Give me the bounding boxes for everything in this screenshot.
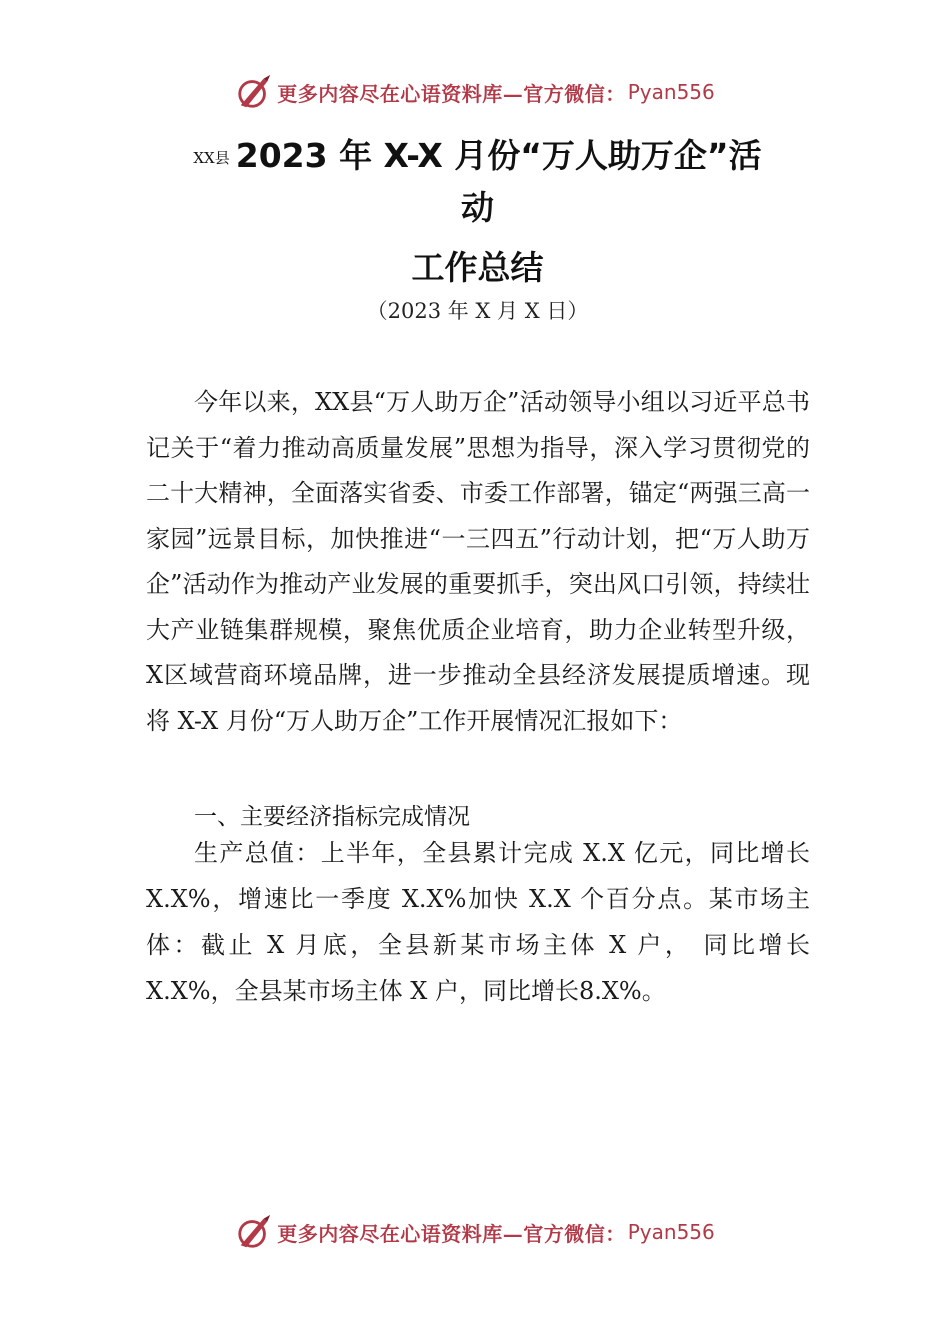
section-body: 生产总值：上半年，全县累计完成 X.X 亿元，同比增长X.X%，增速比一季度 X.X%加快 X.X 个百分点。某市场主体：截止 X 月底，全县新某市场主体 X 户， 同比增长X.X%，全县某市场主体 X 户，同比增长8.X%。 xyxy=(146,839,810,1005)
quill-logo-icon xyxy=(235,73,273,111)
intro-paragraph: 今年以来，XX县“万人助万企”活动领导小组以习近平总书记关于“着力推动高质量发展”思想为指导，深入学习贯彻党的二十大精神，全面落实省委、市委工作部署，锚定“两强三高一家园”远景目标，加快推进“一三四五”行动计划，把“万人助万企”活动作为推动产业发展的重要抓手，突出风口引领，持续壮大产业链集群规模，聚焦优质企业培育，助力企业转型升级，X区域营商环境品牌，进一步推动全县经济发展提质增速。现将 X-X 月份“万人助万企”工作开展情况汇报如下： xyxy=(146,388,810,735)
banner-wechat-id: Pyan556 xyxy=(627,80,715,104)
doc-date: （2023 年 X 月 X 日） xyxy=(366,299,589,323)
footer-banner-text: 更多内容尽在心语资料库—官方微信： xyxy=(277,1221,626,1246)
footer-wechat-id: Pyan556 xyxy=(627,1220,715,1244)
title-line1-text: 2023 年 X-X 月份“万人助万企”活 xyxy=(235,136,762,175)
doc-title-line1 xyxy=(145,132,810,182)
doc-title-line3: 工作总结 xyxy=(411,248,544,287)
title-prefix: XX县 xyxy=(193,148,230,167)
section-heading: 一、主要经济指标完成情况 xyxy=(194,804,470,830)
doc-title-line2: 动 xyxy=(461,188,494,227)
quill-logo-icon xyxy=(235,1213,273,1251)
header-banner xyxy=(0,72,950,112)
banner-text: 更多内容尽在心语资料库—官方微信： xyxy=(277,81,626,106)
footer-banner xyxy=(0,1212,950,1252)
